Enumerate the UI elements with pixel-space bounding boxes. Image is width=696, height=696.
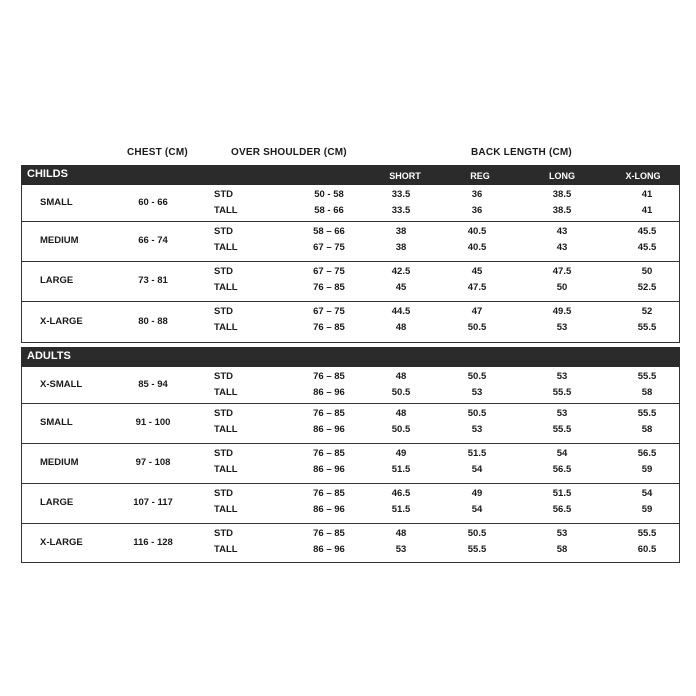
size-label: SMALL [40,417,73,428]
shoulder-value: 67 – 75 [313,306,345,317]
section-title: CHILDS [27,168,68,180]
shoulder-value: 67 – 75 [313,242,345,253]
shoulder-value: 86 – 96 [313,387,345,398]
long-value: 56.5 [552,464,572,475]
chest-value: 116 - 128 [133,537,173,548]
reg-value: 50.5 [467,322,487,333]
fit-label: TALL [214,464,238,475]
short-value: 44.5 [391,306,411,317]
short-value: 53 [395,544,407,555]
xlong-value: 58 [641,387,653,398]
xlong-value: 60.5 [637,544,657,555]
chest-value: 80 - 88 [138,316,168,327]
size-group [21,404,680,444]
long-value: 50 [556,282,568,293]
short-value: 48 [395,371,407,382]
size-group [21,185,680,222]
shoulder-value: 76 – 85 [313,282,345,293]
short-value: 48 [395,408,407,419]
over-shoulder-header: OVER SHOULDER (CM) [231,147,347,158]
long-value: 43 [556,226,568,237]
size-group [21,262,680,302]
size-label: LARGE [40,275,74,286]
reg-value: 51.5 [467,448,487,459]
xlong-value: 59 [641,464,653,475]
fit-label: STD [214,371,233,382]
short-value: 42.5 [391,266,411,277]
fit-label: STD [214,306,233,317]
subheader-short: SHORT [389,171,421,181]
short-value: 51.5 [391,504,411,515]
short-value: 46.5 [391,488,411,499]
xlong-value: 58 [641,424,653,435]
size-group [21,367,680,404]
subheader-reg: REG [470,171,490,181]
shoulder-value: 58 – 66 [313,226,345,237]
shoulder-value: 86 – 96 [313,424,345,435]
chest-value: 73 - 81 [138,275,168,286]
xlong-value: 52.5 [637,282,657,293]
shoulder-value: 76 – 85 [313,528,345,539]
short-value: 33.5 [391,189,411,200]
reg-value: 49 [471,488,483,499]
reg-value: 54 [471,464,483,475]
chest-value: 91 - 100 [135,417,171,428]
shoulder-value: 86 – 96 [313,544,345,555]
chest-value: 85 - 94 [138,379,168,390]
fit-label: TALL [214,242,238,253]
shoulder-value: 76 – 85 [313,371,345,382]
size-label: X-SMALL [40,379,83,390]
size-group [21,444,680,484]
long-value: 53 [556,528,568,539]
short-value: 49 [395,448,407,459]
long-value: 38.5 [552,205,572,216]
shoulder-value: 86 – 96 [313,464,345,475]
fit-label: STD [214,189,233,200]
long-value: 49.5 [552,306,572,317]
xlong-value: 45.5 [637,226,657,237]
section-header-0 [21,165,680,185]
short-value: 45 [395,282,407,293]
xlong-value: 55.5 [637,371,657,382]
shoulder-value: 58 - 66 [314,205,344,216]
long-value: 55.5 [552,424,572,435]
xlong-value: 55.5 [637,528,657,539]
long-value: 38.5 [552,189,572,200]
short-value: 38 [395,226,407,237]
size-group [21,484,680,524]
reg-value: 36 [471,189,483,200]
size-group [21,302,680,343]
long-value: 54 [556,448,568,459]
reg-value: 45 [471,266,483,277]
short-value: 50.5 [391,424,411,435]
chest-header: CHEST (CM) [127,147,188,158]
size-label: LARGE [40,497,74,508]
xlong-value: 55.5 [637,322,657,333]
chest-value: 97 - 108 [135,457,171,468]
long-value: 47.5 [552,266,572,277]
size-label: MEDIUM [40,235,79,246]
fit-label: STD [214,408,233,419]
reg-value: 47.5 [467,282,487,293]
reg-value: 53 [471,387,483,398]
section-header-1 [21,347,680,367]
subheader-long: LONG [549,171,575,181]
size-label: MEDIUM [40,457,79,468]
size-group [21,524,680,563]
xlong-value: 59 [641,504,653,515]
reg-value: 55.5 [467,544,487,555]
short-value: 33.5 [391,205,411,216]
fit-label: TALL [214,205,238,216]
size-label: X-LARGE [40,316,83,327]
shoulder-value: 76 – 85 [313,488,345,499]
long-value: 55.5 [552,387,572,398]
reg-value: 36 [471,205,483,216]
short-value: 50.5 [391,387,411,398]
xlong-value: 45.5 [637,242,657,253]
short-value: 51.5 [391,464,411,475]
chest-value: 60 - 66 [138,197,168,208]
size-group [21,222,680,262]
xlong-value: 56.5 [637,448,657,459]
shoulder-value: 67 – 75 [313,266,345,277]
xlong-value: 41 [641,205,653,216]
reg-value: 40.5 [467,226,487,237]
chest-value: 107 - 117 [133,497,173,508]
reg-value: 47 [471,306,483,317]
size-label: X-LARGE [40,537,83,548]
xlong-value: 50 [641,266,653,277]
shoulder-value: 76 – 85 [313,408,345,419]
long-value: 53 [556,408,568,419]
fit-label: TALL [214,504,238,515]
xlong-value: 41 [641,189,653,200]
reg-value: 40.5 [467,242,487,253]
reg-value: 53 [471,424,483,435]
fit-label: STD [214,488,233,499]
xlong-value: 54 [641,488,653,499]
shoulder-value: 76 – 85 [313,322,345,333]
fit-label: TALL [214,424,238,435]
shoulder-value: 50 - 58 [314,189,344,200]
long-value: 56.5 [552,504,572,515]
shoulder-value: 76 – 85 [313,448,345,459]
xlong-value: 52 [641,306,653,317]
section-title: ADULTS [27,350,71,362]
back-length-header: BACK LENGTH (CM) [471,147,572,158]
fit-label: TALL [214,322,238,333]
long-value: 58 [556,544,568,555]
long-value: 43 [556,242,568,253]
long-value: 51.5 [552,488,572,499]
long-value: 53 [556,322,568,333]
short-value: 38 [395,242,407,253]
reg-value: 50.5 [467,408,487,419]
reg-value: 50.5 [467,528,487,539]
long-value: 53 [556,371,568,382]
reg-value: 50.5 [467,371,487,382]
short-value: 48 [395,322,407,333]
short-value: 48 [395,528,407,539]
fit-label: STD [214,226,233,237]
subheader-xlong: X-LONG [625,171,661,181]
reg-value: 54 [471,504,483,515]
fit-label: TALL [214,282,238,293]
fit-label: STD [214,448,233,459]
fit-label: TALL [214,387,238,398]
fit-label: STD [214,528,233,539]
fit-label: TALL [214,544,238,555]
xlong-value: 55.5 [637,408,657,419]
shoulder-value: 86 – 96 [313,504,345,515]
size-label: SMALL [40,197,73,208]
fit-label: STD [214,266,233,277]
chest-value: 66 - 74 [138,235,168,246]
